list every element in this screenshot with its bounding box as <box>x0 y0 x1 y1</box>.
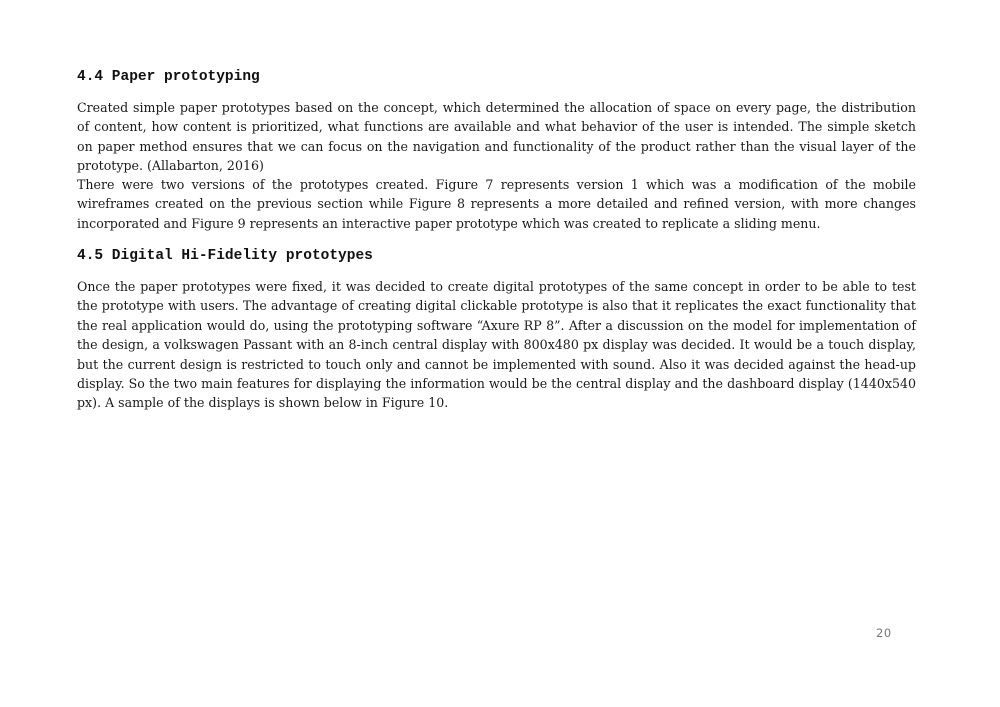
page-number: 20 <box>876 626 892 640</box>
paragraph-prototype-versions: There were two versions of the prototypes created. Figure 7 represents version 1 which was a modification of the mobile wireframes created on the previous section while Figure 8 represents a more detailed and refined version, with more changes incorporated and Figure 9 represents an interactive paper prototype which was created to replicate a sliding menu. <box>77 177 916 231</box>
paragraph-digital-prototypes: Once the paper prototypes were fixed, it was decided to create digital prototypes of the same concept in order to be able to test the prototype with users. The advantage of creating digital clickable prototype is also that it replicates the exact functionality that the real application would do, using the prototyping software “Axure RP 8”. After a discussion on the model for implementation of the design, a volkswagen Passant with an 8-inch central display with 800x480 px display was decided. It would be a touch display, but the current design is restricted to touch only and cannot be implemented with sound. Also it was decided against the head-up display. So the two main features for displaying the information would be the central display and the dashboard display (1440x540 px). A sample of the displays is shown below in Figure 10. <box>77 279 916 411</box>
paragraph-paper-prototypes-intro: Created simple paper prototypes based on the concept, which determined the allocation of space on every page, the distribution of content, how content is prioritized, what functions are available and what behavior of the user is intended. The simple sketch on paper method ensures that we can focus on the navigation and functionality of the product rather than the visual layer of the prototype. (Allabarton, 2016) <box>77 100 916 174</box>
section-heading-paper-prototyping: 4.4 Paper prototyping <box>77 69 260 85</box>
section-heading-digital-prototypes: 4.5 Digital Hi-Fidelity prototypes <box>77 248 373 264</box>
